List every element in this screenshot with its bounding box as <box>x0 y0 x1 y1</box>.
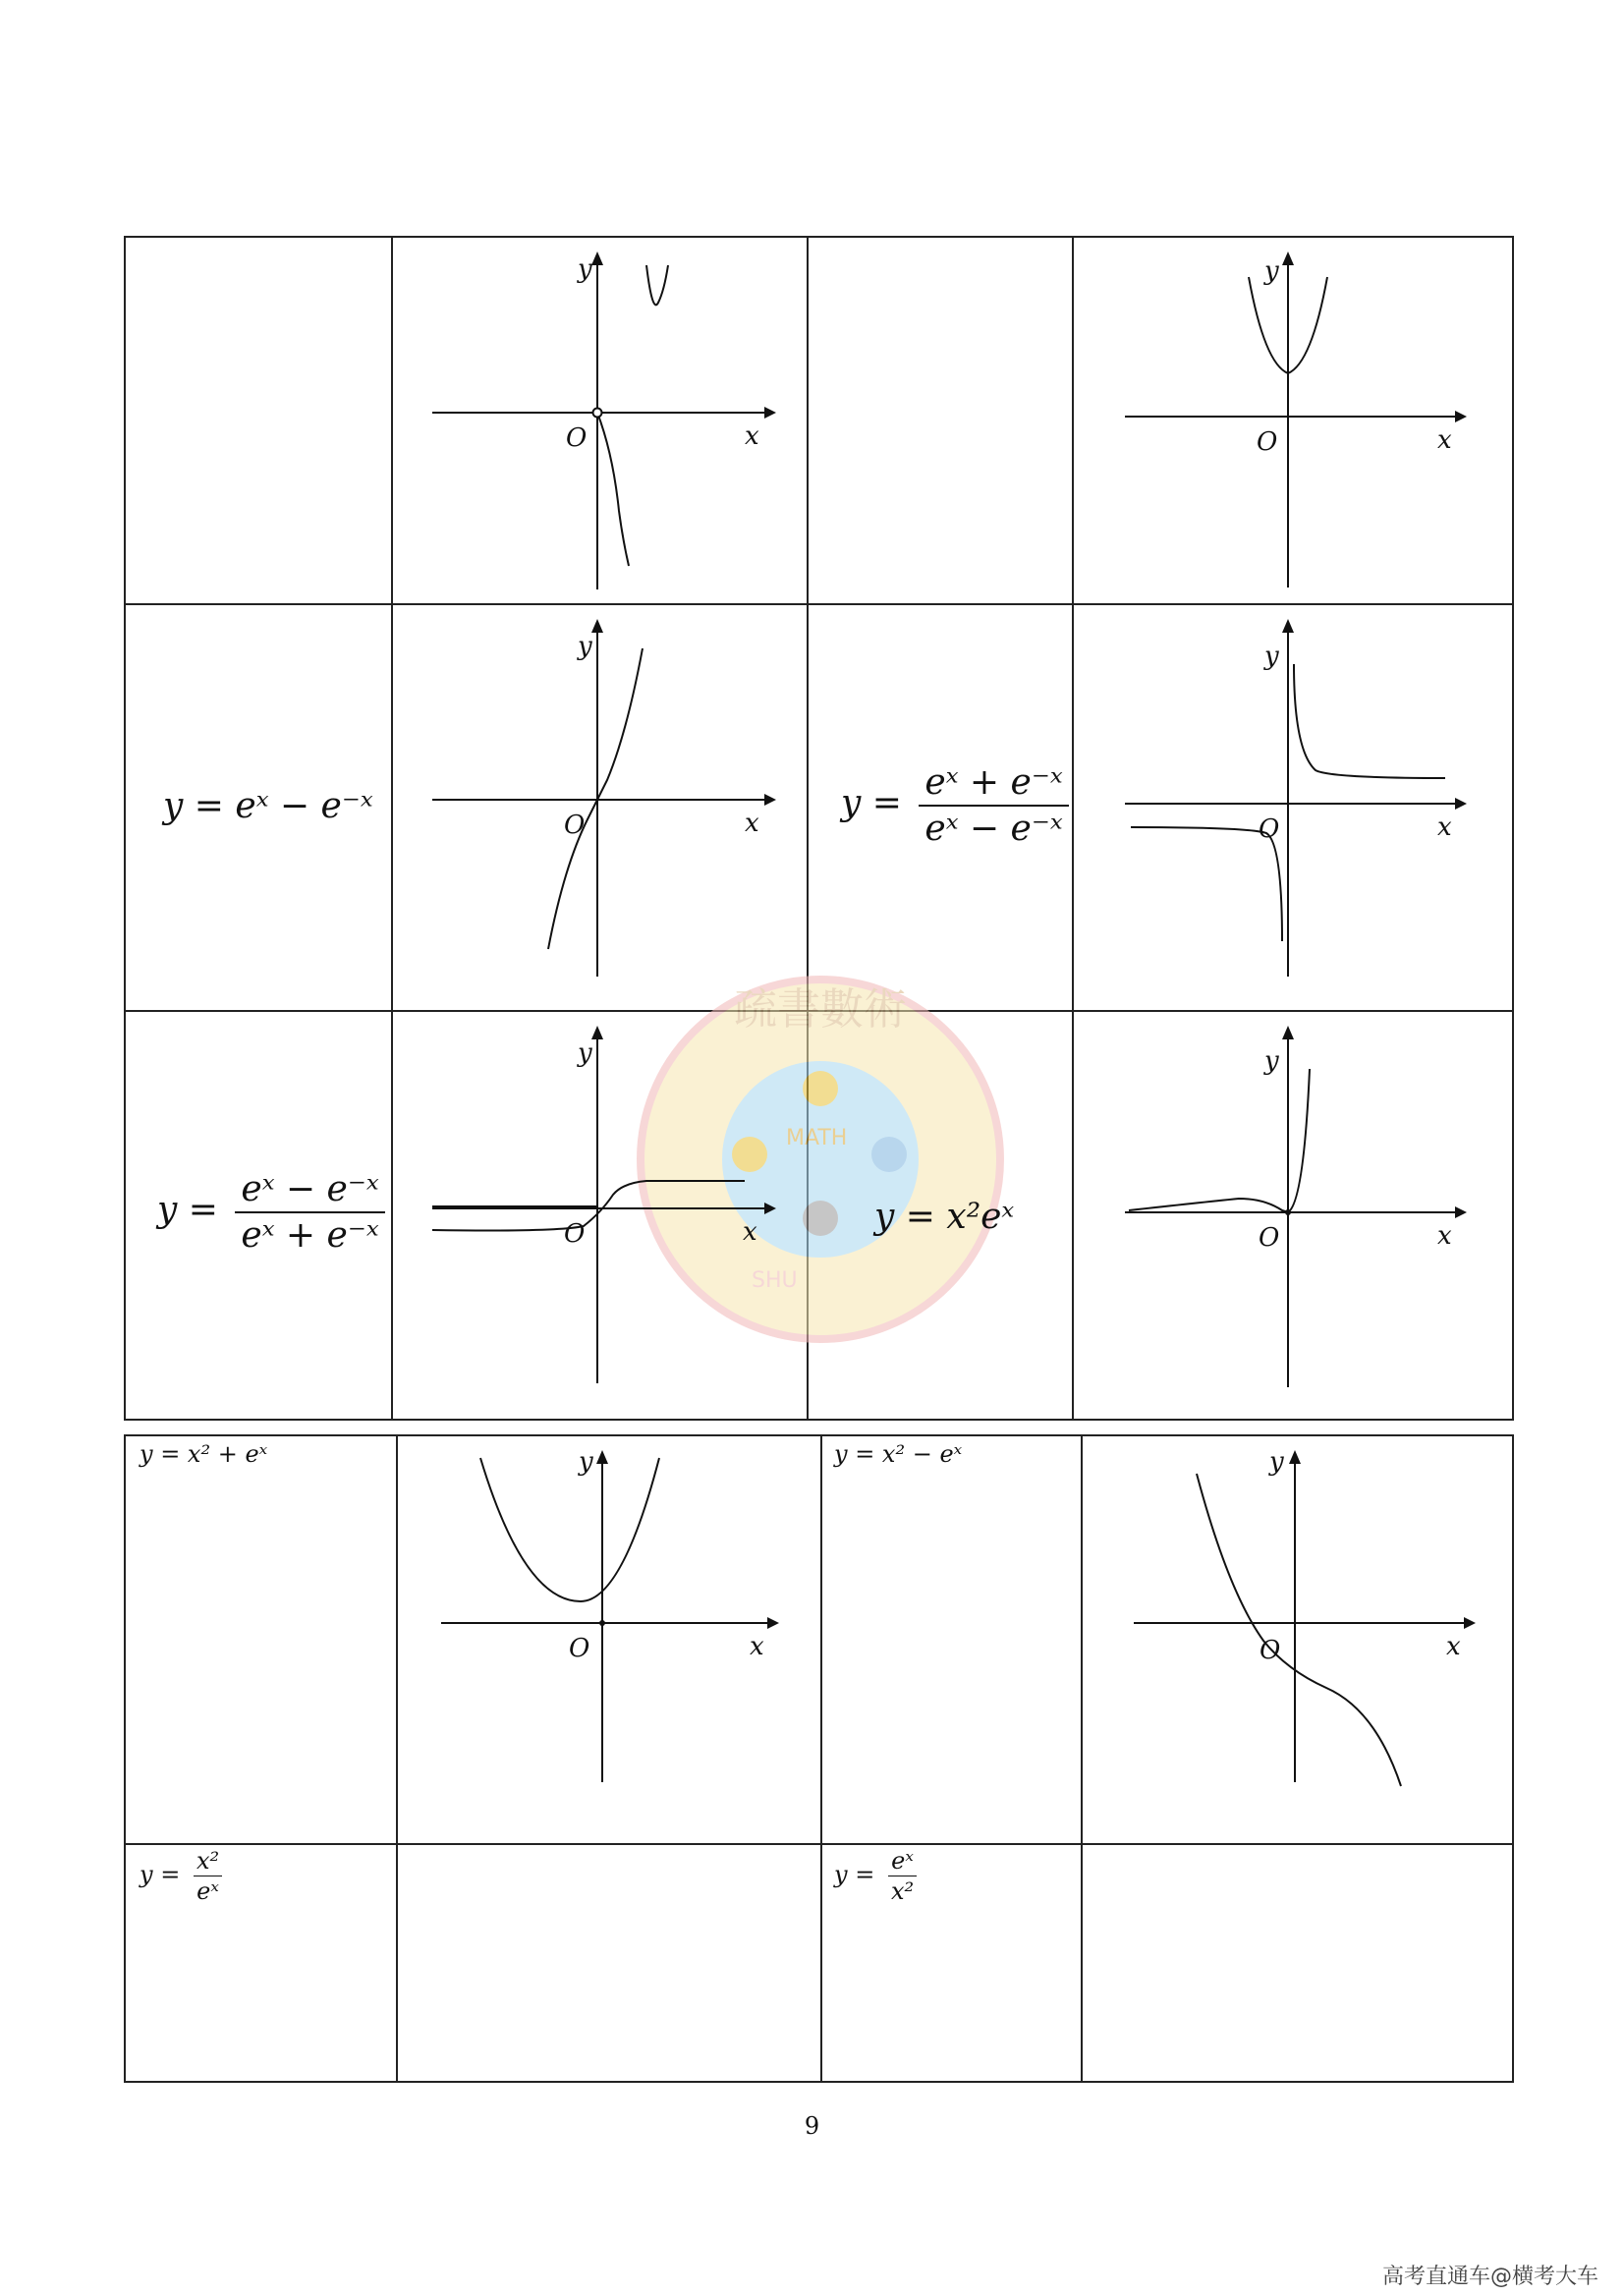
x-label: x <box>745 421 759 451</box>
origin-label: O <box>1259 1223 1280 1253</box>
y-label: y <box>1264 1046 1279 1076</box>
y-label: y <box>1264 642 1279 671</box>
graph-t1-r3-c4 <box>1072 1010 1512 1417</box>
x-label: x <box>750 1632 764 1661</box>
watermark-text: 疏書數術 <box>734 984 907 1035</box>
y-label: y <box>578 254 592 284</box>
graph-t2-r1-c4 <box>1081 1434 1512 1843</box>
curve <box>480 1458 659 1601</box>
graph-t1-r2-c2 <box>391 603 807 1010</box>
table1-r1c3 <box>809 238 1074 605</box>
y-label: y <box>1264 256 1279 286</box>
origin-label: O <box>569 1634 590 1663</box>
watermark-latin: SHU <box>752 1268 798 1293</box>
x-label: x <box>1437 812 1452 842</box>
curve <box>1129 1069 1310 1212</box>
origin-label: O <box>1259 814 1280 844</box>
formula-t1-r3-c1: y = $\frac{\text{eˣ − e⁻ˣ}}{\text{eˣ + e⁻ˣ}}$ <box>157 1169 385 1256</box>
x-label: x <box>1446 1632 1461 1661</box>
formula-t1-r2-c1: y = eˣ − e⁻ˣ <box>163 786 373 826</box>
curve-right-branch <box>1294 664 1445 778</box>
origin-label: O <box>1257 427 1278 457</box>
open-point <box>593 409 602 418</box>
graph-t2-r1-c2 <box>396 1434 820 1843</box>
formula-t2-r1-c1: y = x² + eˣ <box>140 1440 268 1468</box>
y-label: y <box>578 1038 592 1068</box>
formula-t2-r2-c1: y = $\frac{\text{x²}}{\text{eˣ}}$ <box>140 1847 222 1905</box>
watermark-letters: MATH <box>786 1126 848 1150</box>
formula-t1-r2-c3: y = $\frac{\text{eˣ + e⁻ˣ}}{\text{eˣ − e⁻ˣ}}$ <box>841 762 1069 849</box>
y-label: y <box>578 632 592 661</box>
x-label: x <box>1437 425 1452 455</box>
table2-r1c1 <box>126 1436 398 1845</box>
x-label: x <box>745 809 759 838</box>
curve-upper-branch <box>646 265 668 305</box>
formula-t2-r2-c3: y = $\frac{\text{eˣ}}{\text{x²}}$ <box>834 1847 917 1905</box>
curve <box>1197 1474 1401 1786</box>
page-number: 9 <box>804 2112 820 2140</box>
x-label: x <box>1437 1221 1452 1251</box>
curve-left-branch <box>1131 827 1282 941</box>
origin-label: O <box>566 423 588 453</box>
y-label: y <box>1269 1447 1284 1477</box>
formula-t1-r3-c3: y = x²eˣ <box>874 1197 1015 1237</box>
footer-credit: 高考直通车@横考大车 <box>1381 2265 1598 2289</box>
formula-t2-r1-c3: y = x² − eˣ <box>834 1440 963 1468</box>
curve-lower-branch <box>597 413 629 566</box>
x-label: x <box>743 1217 757 1247</box>
origin-label: O <box>564 811 586 840</box>
graph-t1-r3-c2 <box>391 1010 807 1417</box>
table2-r1c3 <box>822 1436 1083 1845</box>
y-label: y <box>579 1447 593 1477</box>
graph-t1-r1-c4 <box>1072 236 1512 603</box>
table2-r2c2 <box>398 1845 822 2081</box>
origin-label: O <box>1260 1636 1281 1665</box>
origin-label: O <box>564 1219 586 1249</box>
graph-t1-r2-c4 <box>1072 603 1512 1010</box>
table1-r1c1 <box>126 238 393 605</box>
table2-r2c4 <box>1083 1845 1514 2081</box>
graph-t1-r1-c2 <box>391 236 807 603</box>
